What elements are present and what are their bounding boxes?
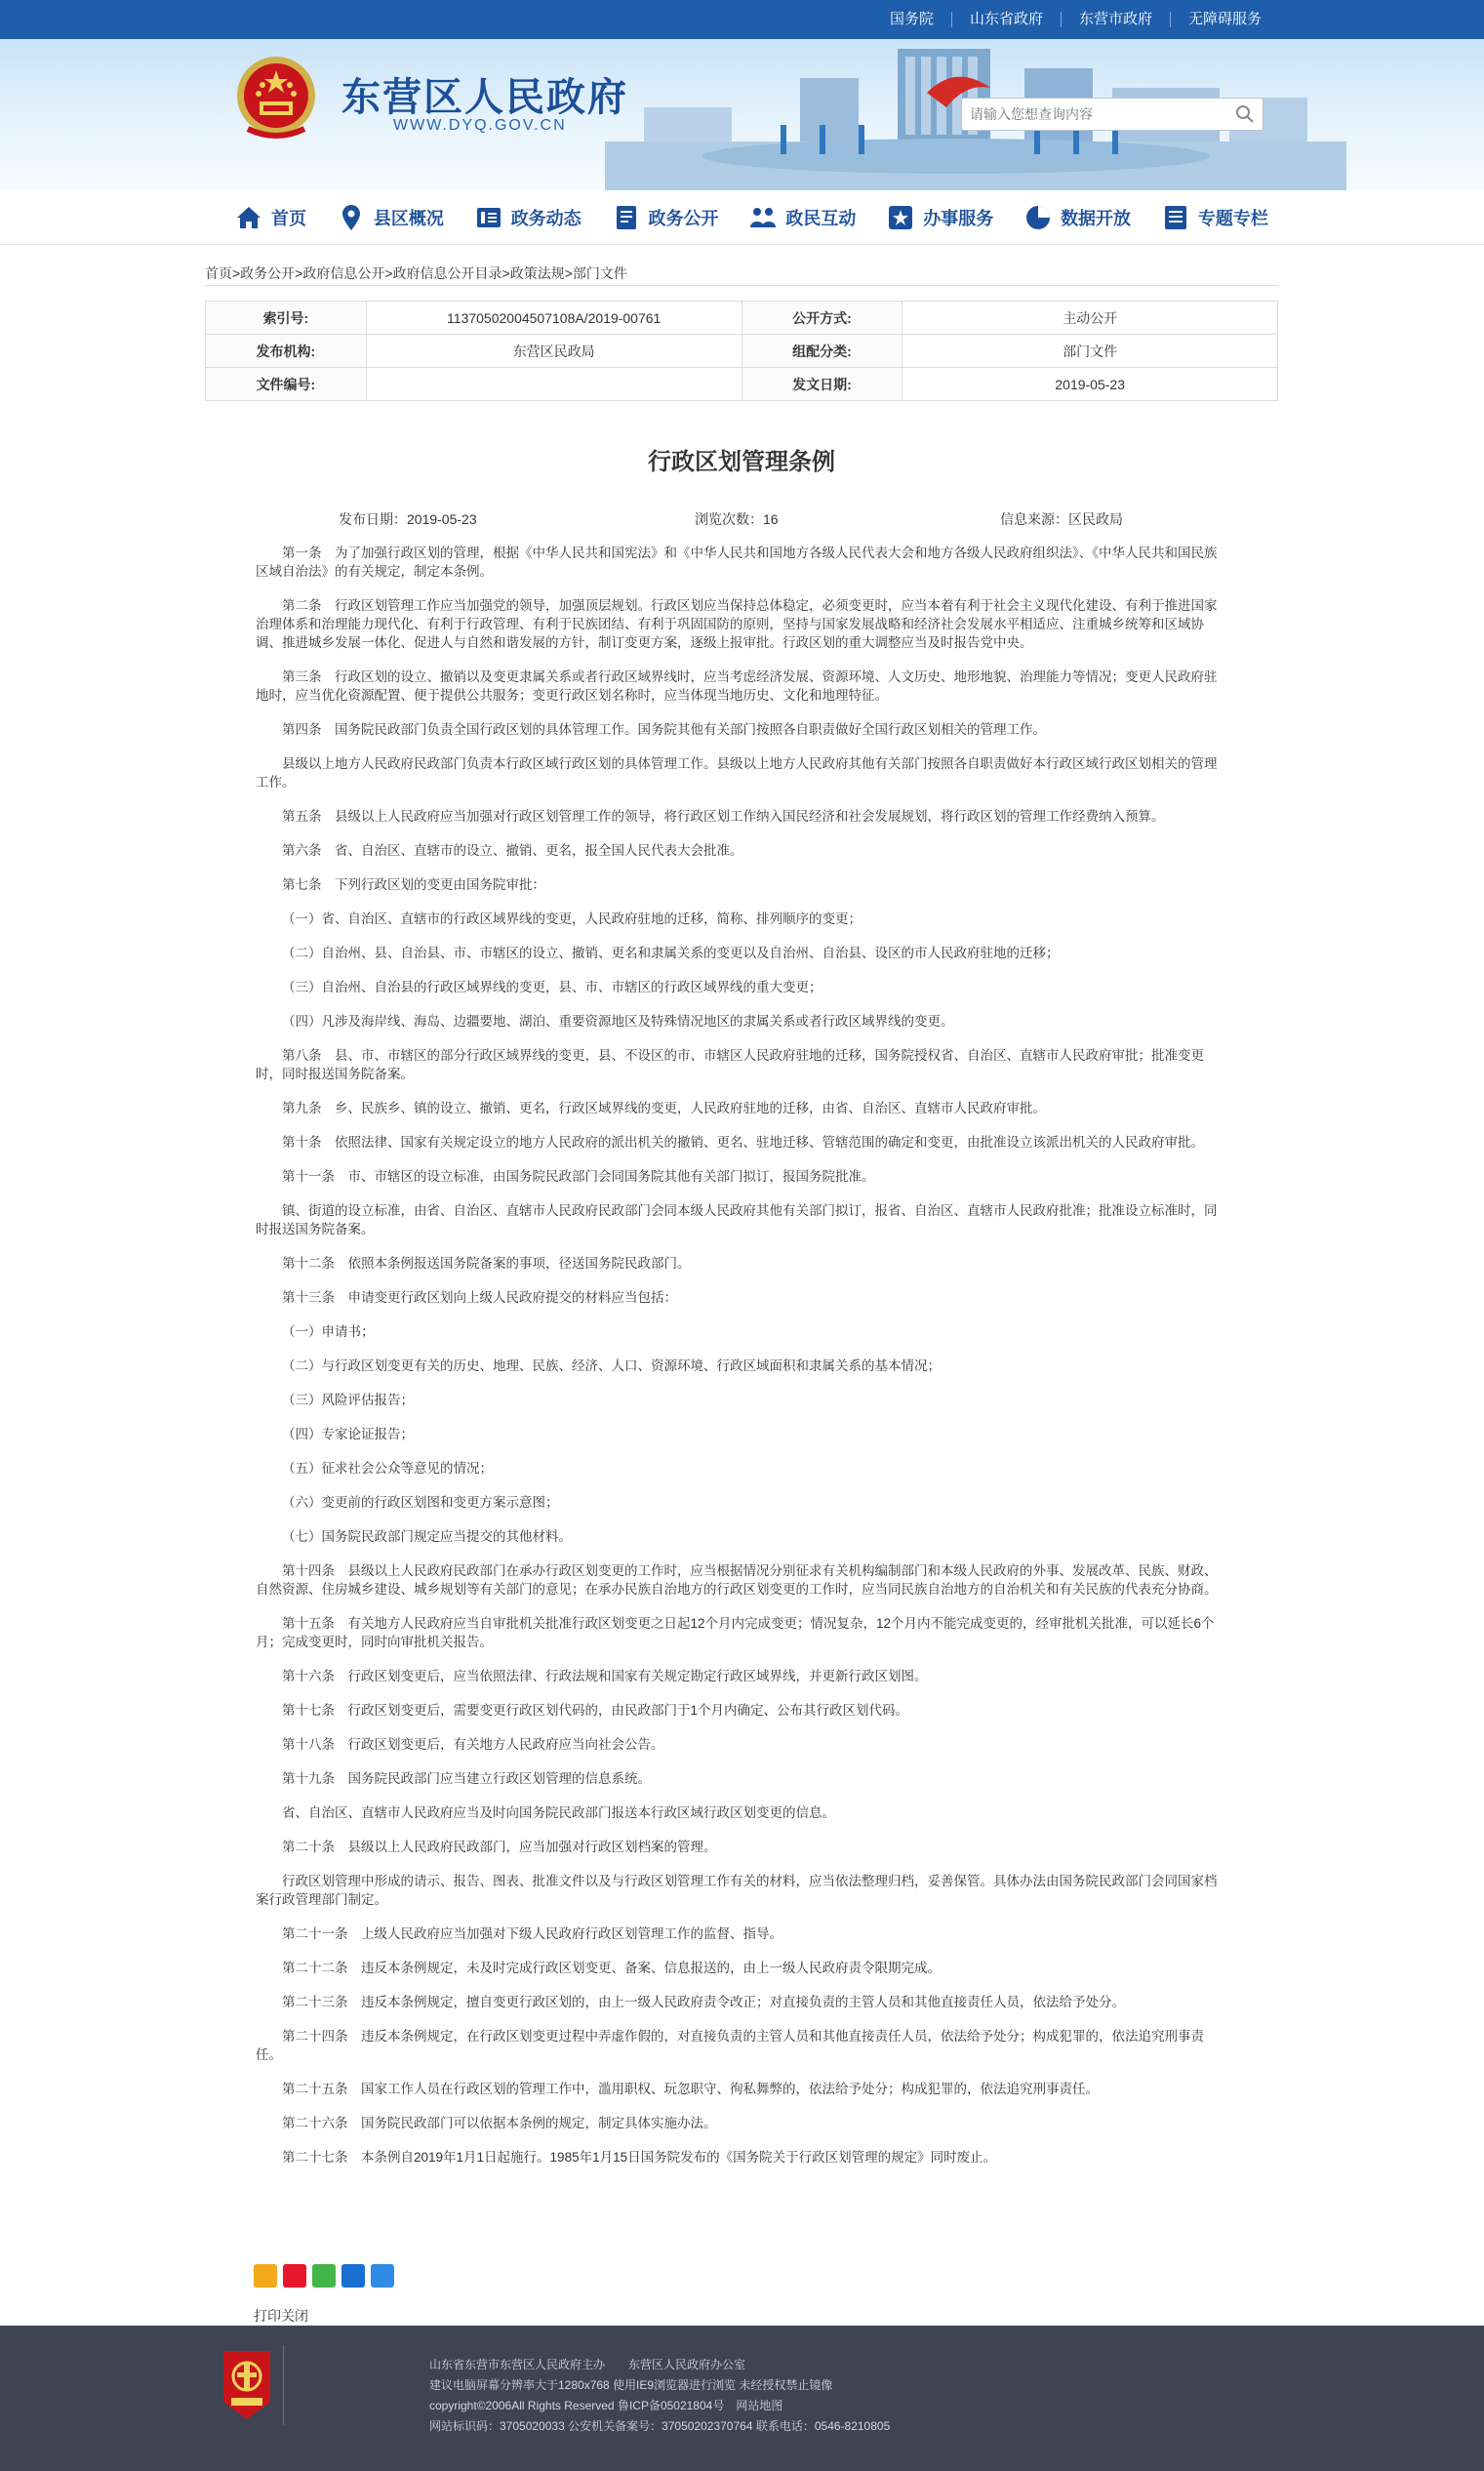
meta-date-label: 发文日期: bbox=[742, 368, 902, 401]
site-title: 东营区人民政府 bbox=[341, 75, 628, 120]
article-paragraph: 第二条 行政区划管理工作应当加强党的领导，加强顶层规划。行政区划应当保持总体稳定，必须变更时，应当本着有利于社会主义现代化建设、有利于推进国家治理体系和治理能力现代化、有利于行政管理、有利于民族团结、有利于巩固国防的原则，坚持与国家发展战略和经济社会发展水平相适应、注重城乡统筹和区域协调、推进城乡发展一体化、促进人与自然和谐发展的方针，制订变更方案，逐级上报审批。行政区划的重大调整应当及时报告党中央。 bbox=[256, 598, 1218, 650]
share-wechat-icon[interactable] bbox=[312, 2264, 336, 2288]
article-paragraph: 第九条 乡、民族乡、镇的设立、撤销、更名，行政区域界线的变更，人民政府驻地的迁移，由省、自治区、直辖市人民政府审批。 bbox=[282, 1101, 1046, 1115]
share-more-icon[interactable] bbox=[371, 2264, 394, 2288]
article-paragraph: 第二十二条 违反本条例规定，未及时完成行政区划变更、备案、信息报送的，由上一级人民政府责令限期完成。 bbox=[282, 1961, 941, 1975]
article-paragraph: 第十五条 有关地方人民政府应当自审批机关批准行政区划变更之日起12个月内完成变更；情况复杂，12个月内不能完成变更的，经审批机关批准，可以延长6个月；完成变更时，同时向审批机关报告。 bbox=[256, 1616, 1215, 1649]
party-gov-logo-icon[interactable] bbox=[220, 2347, 274, 2423]
toplink-accessibility[interactable]: 无障碍服务 bbox=[1170, 12, 1279, 27]
toplink-shandong-gov[interactable]: 山东省政府 bbox=[951, 12, 1061, 27]
article-paragraph: （五）征求社会公众等意见的情况； bbox=[282, 1461, 493, 1476]
article-paragraph: 第十四条 县级以上人民政府民政部门在承办行政区划变更的工作时，应当根据情况分别征求有关机构编制部门和本级人民政府的外事、发展改革、民族、财政、自然资源、住房城乡建设、城乡规划等有关部门的意见；在承办民族自治地方的行政区划变更的工作时，应当同民族自治地方的自治机关和有关民族的代表充分协商。 bbox=[256, 1563, 1218, 1597]
article-content bbox=[256, 544, 1222, 2182]
article-paragraph: 第十二条 依照本条例报送国务院备案的事项，径送国务院民政部门。 bbox=[282, 1256, 691, 1271]
article-paragraph: 第七条 下列行政区划的变更由国务院审批： bbox=[282, 877, 545, 892]
article-publish-date: 发布日期：2019-05-23 bbox=[339, 511, 477, 527]
article-paragraph: 第四条 国务院民政部门负责全国行政区划的具体管理工作。国务院其他有关部门按照各自职责做好全国行政区划相关的管理工作。 bbox=[282, 722, 1046, 737]
meta-org-value: 东营区民政局 bbox=[366, 335, 742, 368]
news-icon bbox=[474, 203, 503, 232]
article-paragraph: （三）自治州、自治县的行政区域界线的变更，县、市、市辖区的行政区域界线的重大变更； bbox=[282, 980, 822, 994]
article-paragraph: （二）自治州、县、自治县、市、市辖区的设立、撤销、更名和隶属关系的变更以及自治州、自治县、设区的市人民政府驻地的迁移； bbox=[282, 946, 1060, 960]
share-bar bbox=[254, 2264, 394, 2288]
article-paragraph: （一）申请书； bbox=[282, 1324, 375, 1339]
footer bbox=[0, 2326, 1484, 2471]
article-paragraph: 第二十四条 违反本条例规定，在行政区划变更过程中弄虚作假的，对直接负责的主管人员和其他直接责任人员，依法给予处分；构成犯罪的，依法追究刑事责任。 bbox=[256, 2029, 1204, 2062]
article-paragraph: （四）专家论证报告； bbox=[282, 1427, 414, 1441]
nav-item-gov-open[interactable] bbox=[612, 203, 719, 232]
article-paragraph: 第五条 县级以上人民政府应当加强对行政区划管理工作的领导，将行政区划工作纳入国民经济和社会发展规划，将行政区划的管理工作经费纳入预算。 bbox=[282, 809, 1165, 824]
meta-index-label: 索引号: bbox=[206, 302, 367, 335]
meta-org-label: 发布机构: bbox=[206, 335, 367, 368]
article-paragraph: （一）省、自治区、直辖市的行政区域界线的变更，人民政府驻地的迁移，简称、排列顺序的变更； bbox=[282, 911, 862, 926]
meta-public-value: 主动公开 bbox=[902, 302, 1278, 335]
nav-item-special-topics[interactable] bbox=[1161, 203, 1268, 232]
pie-chart-icon bbox=[1023, 203, 1053, 232]
article-paragraph: （四）凡涉及海岸线、海岛、边疆要地、湖泊、重要资源地区及特殊情况地区的隶属关系或者行政区域界线的变更。 bbox=[282, 1014, 954, 1029]
nav-item-services[interactable] bbox=[886, 203, 993, 232]
nav-item-label: 数据开放 bbox=[1061, 209, 1132, 228]
article-paragraph: （二）与行政区划变更有关的历史、地理、民族、经济、人口、资源环境、行政区域面积和隶属关系的基本情况； bbox=[282, 1358, 941, 1373]
nav-item-label: 政民互动 bbox=[785, 209, 857, 228]
search-icon[interactable] bbox=[1235, 104, 1255, 124]
article-source: 信息来源：区民政局 bbox=[1000, 511, 1123, 527]
article-paragraph: 第十八条 行政区划变更后，有关地方人民政府应当向社会公告。 bbox=[282, 1737, 664, 1752]
footer-line: 山东省东营市东营区人民政府主办 东营区人民政府办公室 bbox=[429, 2358, 746, 2371]
article-paragraph: 第十一条 市、市辖区的设立标准，由国务院民政部门会同国务院其他有关部门拟订，报国务院批准。 bbox=[282, 1169, 875, 1184]
article-paragraph: （三）风险评估报告； bbox=[282, 1393, 414, 1407]
meta-public-label: 公开方式: bbox=[742, 302, 902, 335]
article-paragraph: （六）变更前的行政区划图和变更方案示意图； bbox=[282, 1495, 559, 1510]
meta-index-value: 11370502004507108A/2019-00761 bbox=[366, 302, 742, 335]
article-paragraph: 县级以上地方人民政府民政部门负责本行政区域行政区划的具体管理工作。县级以上地方人民政府其他有关部门按照各自职责做好本行政区域行政区划相关的管理工作。 bbox=[256, 756, 1218, 790]
article-paragraph: 第二十条 县级以上人民政府民政部门，应当加强对行政区划档案的管理。 bbox=[282, 1840, 717, 1854]
divider bbox=[283, 2345, 284, 2425]
article-paragraph: 第二十三条 违反本条例规定，擅自变更行政区划的，由上一级人民政府责令改正；对直接负责的主管人员和其他直接责任人员，依法给予处分。 bbox=[282, 1995, 1125, 2009]
article-paragraph: 第十三条 申请变更行政区划向上级人民政府提交的材料应当包括： bbox=[282, 1290, 677, 1305]
article-paragraph: 第二十一条 上级人民政府应当加强对下级人民政府行政区划管理工作的监督、指导。 bbox=[282, 1926, 782, 1941]
print-close-link[interactable]: 打印关闭 bbox=[254, 2308, 308, 2324]
nav-item-district-overview[interactable] bbox=[337, 203, 444, 232]
article-paragraph: 第十条 依照法律、国家有关规定设立的地方人民政府的派出机关的撤销、更名、驻地迁移、管辖范围的确定和变更，由批准设立该派出机关的人民政府审批。 bbox=[282, 1135, 1204, 1150]
share-qzone-icon[interactable] bbox=[254, 2264, 277, 2288]
nav-item-label: 专题专栏 bbox=[1197, 209, 1268, 228]
article-paragraph: 第二十五条 国家工作人员在行政区划的管理工作中，滥用职权、玩忽职守、徇私舞弊的，依法给予处分；构成犯罪的，依法追究刑事责任。 bbox=[282, 2082, 1099, 2096]
nav-item-label: 首页 bbox=[271, 209, 306, 228]
search-input[interactable] bbox=[970, 99, 1225, 130]
top-bar bbox=[0, 0, 1484, 39]
nav-item-gov-news[interactable] bbox=[474, 203, 582, 232]
nav-item-label: 办事服务 bbox=[923, 209, 994, 228]
nav-item-interaction[interactable] bbox=[748, 203, 856, 232]
home-icon bbox=[234, 203, 263, 232]
share-renren-icon[interactable] bbox=[341, 2264, 365, 2288]
breadcrumb[interactable]: 首页>政务公开>政府信息公开>政府信息公开目录>政策法规>部门文件 bbox=[205, 265, 627, 281]
list-icon bbox=[1161, 203, 1190, 232]
article-paragraph: 第十九条 国务院民政部门应当建立行政区划管理的信息系统。 bbox=[282, 1771, 651, 1786]
search-box bbox=[961, 98, 1263, 131]
nav-item-open-data[interactable] bbox=[1023, 203, 1131, 232]
header-banner bbox=[0, 39, 1484, 190]
nav-item-home[interactable] bbox=[234, 203, 306, 232]
toplink-state-council[interactable]: 国务院 bbox=[889, 11, 934, 27]
document-meta-table bbox=[205, 301, 1278, 401]
toplink-dongying-gov[interactable]: 东营市政府 bbox=[1061, 12, 1170, 27]
article-paragraph: 第二十七条 本条例自2019年1月1日起施行。1985年1月15日国务院发布的《国务院关于行政区划管理的规定》同时废止。 bbox=[282, 2150, 997, 2165]
map-pin-icon bbox=[337, 203, 366, 232]
document-icon bbox=[612, 203, 641, 232]
article-paragraph: 第三条 行政区划的设立、撤销以及变更隶属关系或者行政区域界线时，应当考虑经济发展、资源环境、人文历史、地形地貌、治理能力等情况；变更人民政府驻地时，应当优化资源配置、便于提供公共服务；变更行政区划名称时，应当体现当地历史、文化和地理特征。 bbox=[256, 669, 1218, 703]
article-paragraph: 第六条 省、自治区、直辖市的设立、撤销、更名，报全国人民代表大会批准。 bbox=[282, 843, 743, 858]
meta-class-value: 部门文件 bbox=[902, 335, 1278, 368]
article-title: 行政区划管理条例 bbox=[648, 449, 835, 475]
footer-line: 建议电脑屏幕分辨率大于1280x768 使用IE9浏览器进行浏览 未经授权禁止镜像 bbox=[429, 2378, 833, 2392]
article-paragraph: 第八条 县、市、市辖区的部分行政区域界线的变更，县、不设区的市、市辖区人民政府驻地的迁移，国务院授权省、自治区、直辖市人民政府审批；批准变更时，同时报送国务院备案。 bbox=[256, 1048, 1204, 1081]
footer-line: 网站标识码：3705020033 公安机关备案号：37050202370764 联系电话：0546-8210805 bbox=[429, 2419, 891, 2433]
meta-docno-value bbox=[366, 368, 742, 401]
footer-info bbox=[429, 2355, 890, 2437]
nav-item-label: 政务公开 bbox=[648, 209, 719, 228]
site-url: WWW.DYQ.GOV.CN bbox=[393, 117, 567, 134]
meta-date-value: 2019-05-23 bbox=[902, 368, 1278, 401]
meta-docno-label: 文件编号: bbox=[206, 368, 367, 401]
footer-line[interactable]: copyright©2006All Rights Reserved 鲁ICP备05021804号 网站地图 bbox=[429, 2399, 783, 2412]
share-weibo-icon[interactable] bbox=[283, 2264, 306, 2288]
article-paragraph: 第十六条 行政区划变更后，应当依照法律、行政法规和国家有关规定勘定行政区域界线，并更新行政区划图。 bbox=[282, 1669, 928, 1683]
national-emblem-icon bbox=[234, 53, 318, 142]
article-paragraph: （七）国务院民政部门规定应当提交的其他材料。 bbox=[282, 1529, 572, 1544]
article-paragraph: 镇、街道的设立标准，由省、自治区、直辖市人民政府民政部门会同本级人民政府其他有关部门拟订，报省、自治区、直辖市人民政府批准；批准设立标准时，同时报送国务院备案。 bbox=[256, 1203, 1218, 1236]
article-paragraph: 第二十六条 国务院民政部门可以依据本条例的规定，制定具体实施办法。 bbox=[282, 2116, 717, 2130]
article-views: 浏览次数：16 bbox=[695, 511, 779, 527]
meta-class-label: 组配分类: bbox=[742, 335, 902, 368]
nav-item-label: 政务动态 bbox=[510, 209, 582, 228]
star-badge-icon bbox=[886, 203, 915, 232]
nav-item-label: 县区概况 bbox=[373, 209, 444, 228]
top-links bbox=[872, 0, 1279, 39]
article-paragraph: 第十七条 行政区划变更后，需要变更行政区划代码的，由民政部门于1个月内确定、公布其行政区划代码。 bbox=[282, 1703, 909, 1718]
article-paragraph: 第一条 为了加强行政区划的管理，根据《中华人民共和国宪法》和《中华人民共和国地方各级人民代表大会和地方各级人民政府组织法》、《中华人民共和国民族区域自治法》的有关规定，制定本条例。 bbox=[256, 546, 1218, 579]
main-nav bbox=[0, 190, 1484, 245]
people-icon bbox=[748, 203, 778, 232]
divider bbox=[205, 285, 1278, 286]
article-paragraph: 省、自治区、直辖市人民政府应当及时向国务院民政部门报送本行政区域行政区划变更的信息。 bbox=[282, 1805, 835, 1820]
article-paragraph: 行政区划管理中形成的请示、报告、图表、批准文件以及与行政区划管理工作有关的材料，应当依法整理归档，妥善保管。具体办法由国务院民政部门会同国家档案行政管理部门制定。 bbox=[256, 1874, 1218, 1907]
